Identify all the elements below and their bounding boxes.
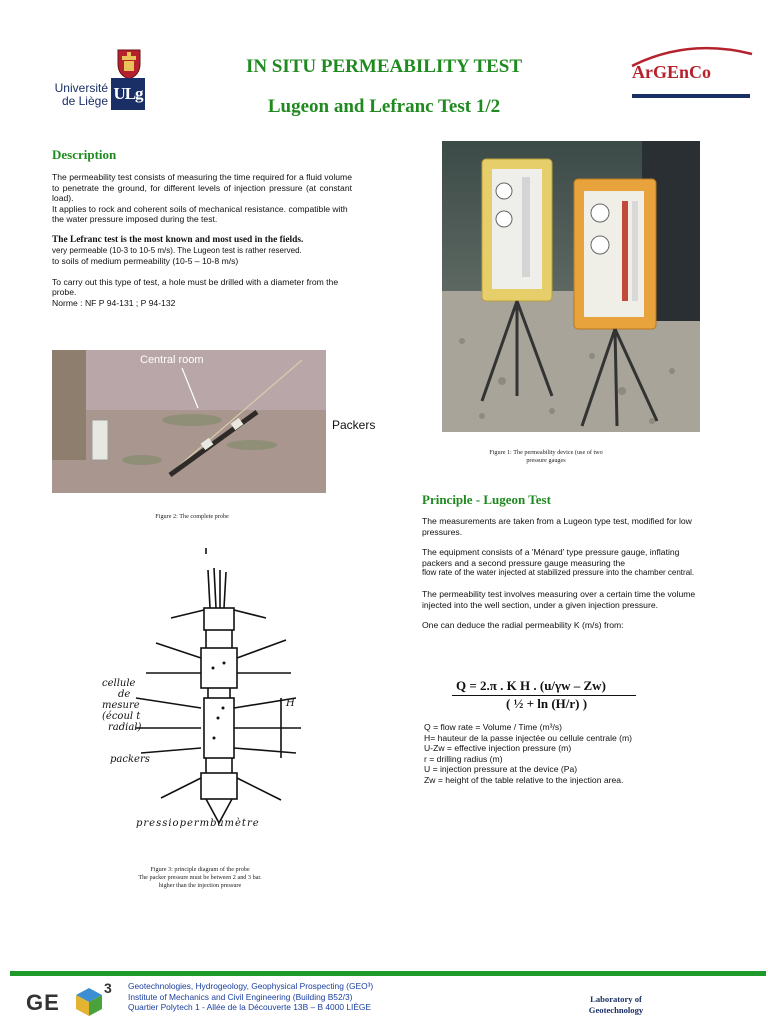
footer-text: [128, 981, 528, 1013]
fig3-label-pressio: pressiopermbamètre: [136, 818, 260, 829]
figure3-drawing: [96, 548, 321, 838]
principle-para4: One can deduce the radial permeability K (m/s) from:: [422, 620, 624, 631]
argenco-logo: [628, 44, 754, 106]
description-body: [52, 172, 352, 309]
principle-heading: Principle - Lugeon Test: [422, 492, 551, 507]
packers-label: Packers: [332, 418, 376, 432]
description-line-b: to soils of medium permeability (10-5 – 10-8 m/s): [52, 256, 239, 267]
footer-line1: Geotechnologies, Hydrogeology, Geophysical Prospecting (GEO³): [128, 981, 374, 991]
description-line-a: very permeable (10-3 to 10-5 m/s). The Lugeon test is rather reserved.: [52, 245, 302, 255]
argenco-underline: [632, 94, 750, 98]
argenco-name: ArGEnCo: [632, 62, 712, 82]
principle-para1: The measurements are taken from a Lugeon type test, modified for low pressures.: [422, 516, 692, 537]
central-room-label: Central room: [140, 354, 204, 366]
figure1-photo: [442, 141, 700, 432]
figure1-caption: Figure 1: The permeability device (use of two pressure gauges: [489, 449, 603, 464]
figure2-photo: [52, 350, 326, 493]
university-name-line2: de Liège: [61, 94, 108, 108]
figure2-caption: Figure 2: The complete probe: [155, 513, 229, 520]
ulg-mark: ULg: [111, 78, 145, 110]
formula-numerator: Q = 2.π . K H . (u/γw – Zw): [456, 678, 606, 693]
footer-bar: [10, 971, 766, 976]
geo3-sup: 3: [104, 980, 112, 996]
def-zw: Zw = height of the table relative to the injection area.: [424, 774, 624, 785]
university-name-line1: Université: [54, 81, 108, 95]
geo3-logo: [26, 982, 116, 1020]
def-uzw: U-Zw = effective injection pressure (m): [424, 743, 572, 754]
lab-label: Laboratory of Geotechnology: [588, 994, 644, 1015]
description-heading: Description: [52, 147, 117, 162]
description-para1: The permeability test consists of measuring the time required for a fluid volume to penetrate the ground, for different levels of injection pressure (at constant load).: [52, 172, 352, 204]
fig3-label-packers: packers: [110, 754, 150, 765]
def-u: U = injection pressure at the device (Pa): [424, 764, 578, 775]
fig3-label-h: H: [286, 698, 295, 709]
page-subtitle: Lugeon and Lefranc Test 1/2: [267, 96, 501, 117]
def-h: H= hauteur de la passe injectée ou cellule centrale (m): [424, 732, 633, 743]
formula-denominator: ( ½ + ln (H/r) ): [506, 696, 588, 711]
fig3-label-cellule: cellule de mesure (écoul t radial): [102, 678, 142, 733]
principle-para2a: The equipment consists of a 'Ménard' type pressure gauge, inflating packers and a second pressure gauge measuring the: [422, 547, 680, 568]
description-bold: The Lefranc test is the most known and most used in the fields.: [52, 234, 304, 245]
description-norme: Norme : NF P 94-131 ; P 94-132: [52, 297, 176, 308]
principle-para3: The permeability test involves measuring over a certain time the volume injected into the well section, under a given injection pressure.: [422, 588, 696, 610]
geo3-text: GE: [26, 990, 60, 1015]
page-title: IN SITU PERMEABILITY TEST: [245, 56, 523, 77]
footer-line2: Institute of Mechanics and Civil Engineering (Building B52/3): [128, 991, 353, 1002]
figure3-caption: Figure 3: principle diagram of the probe The packer pressure must be between 2 and 3 bar. higher than the injection pressure: [138, 866, 262, 889]
def-r: r = drilling radius (m): [424, 753, 503, 764]
principle-body: [422, 516, 702, 631]
description-para3: To carry out this type of test, a hole must be drilled with a diameter from the probe.: [52, 276, 339, 298]
principle-para2b: flow rate of the water injected at stabilized pressure into the chamber central.: [422, 568, 695, 578]
geo3-cube-icon: [74, 986, 104, 1018]
def-q: Q = flow rate = Volume / Time (m³/s): [424, 722, 563, 732]
description-para2: It applies to rock and coherent soils of mechanical resistance. compatible with the water pressure imposed during the test.: [52, 203, 348, 225]
formula-definitions: [424, 722, 724, 786]
footer-line3: Quartier Polytech 1 - Allée de la Découverte 13B – B 4000 LIÈGE: [128, 1002, 372, 1012]
